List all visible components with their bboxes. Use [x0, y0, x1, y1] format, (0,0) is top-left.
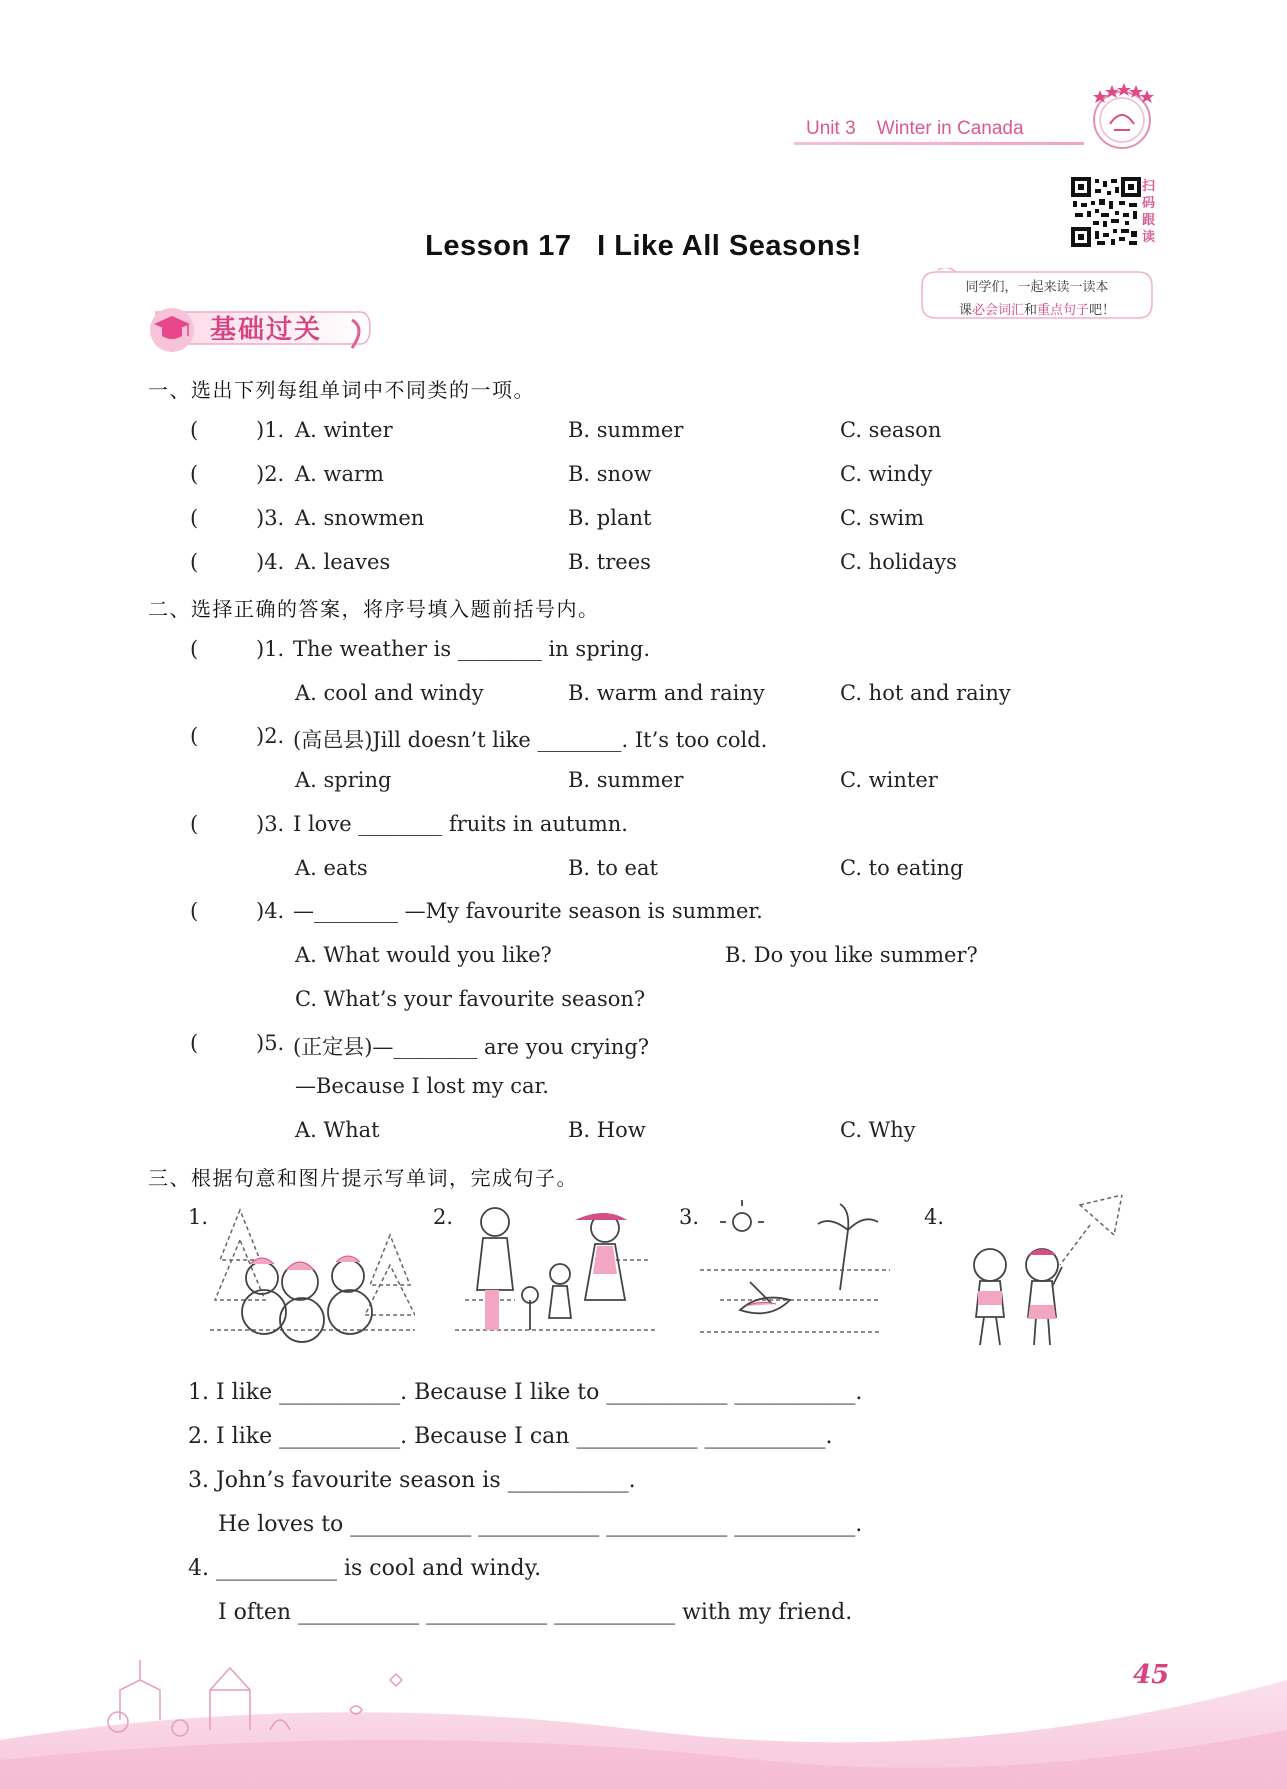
fill-sentence[interactable]: I often ___________ ___________ ___________ with my friend. [218, 1600, 853, 1625]
part2-heading: 二、选择正确的答案，将序号填入题前括号内。 [148, 597, 600, 621]
option-a: A. spring [295, 768, 392, 792]
bubble-text-part: 吧！ [1089, 303, 1116, 318]
option-b: B. warm and rainy [568, 681, 765, 705]
option-c: C. winter [840, 768, 938, 792]
bubble-text [926, 276, 1148, 322]
option-c: C. Why [840, 1118, 916, 1142]
picture-label: 3. [679, 1205, 700, 1229]
spring-planting-picture-icon [455, 1200, 655, 1345]
option-b: B. How [568, 1118, 646, 1142]
unit-label: Unit 3 [806, 118, 856, 139]
question-text-reply: —Because I lost my car. [295, 1074, 549, 1098]
part1-heading: 一、选出下列每组单词中不同类的一项。 [148, 378, 535, 402]
footer-castle-decoration-icon [0, 1620, 1287, 1789]
option-c: C. windy [840, 462, 933, 486]
option-b: B. summer [568, 418, 684, 442]
header-divider [794, 142, 1084, 145]
answer-paren[interactable]: ( [190, 724, 199, 748]
answer-paren[interactable]: ( [190, 812, 199, 836]
publisher-badge-icon [1086, 80, 1158, 152]
question-text: I love ________ fruits in autumn. [293, 812, 628, 836]
option-c: C. hot and rainy [840, 681, 1011, 705]
unit-title: Winter in Canada [876, 118, 1024, 139]
option-c: C. What’s your favourite season? [295, 987, 646, 1011]
answer-paren[interactable]: ( [190, 462, 199, 486]
page-number: 45 [1133, 1660, 1170, 1690]
question-number: )4. [256, 550, 285, 574]
option-b: B. snow [568, 462, 652, 486]
unit-header [806, 118, 1024, 140]
question-number: )5. [256, 1031, 285, 1055]
summer-beach-picture-icon [700, 1200, 890, 1345]
option-a: A. leaves [295, 550, 391, 574]
fill-sentence[interactable]: 2. I like ___________. Because I can ___________ ___________. [188, 1424, 833, 1449]
bubble-highlight-sentences: 重点句子 [1037, 303, 1090, 318]
bubble-highlight-vocab: 必会词汇 [971, 303, 1024, 318]
option-c: C. to eating [840, 856, 964, 880]
picture-label: 1. [188, 1205, 209, 1229]
bubble-text-part: 课 [958, 303, 972, 318]
question-number: )2. [256, 724, 285, 748]
answer-paren[interactable]: ( [190, 1031, 199, 1055]
fill-sentence[interactable]: 3. John’s favourite season is ___________. [188, 1468, 636, 1493]
option-a: A. eats [295, 856, 368, 880]
question-text: —________ —My favourite season is summer. [293, 899, 763, 923]
question-number: )2. [256, 462, 285, 486]
option-c: C. season [840, 418, 942, 442]
picture-label: 2. [433, 1205, 454, 1229]
question-number: )4. [256, 899, 285, 923]
picture-label: 4. [924, 1205, 945, 1229]
option-b: B. Do you like summer? [725, 943, 978, 967]
autumn-kite-picture-icon [950, 1195, 1130, 1350]
question-text: The weather is ________ in spring. [293, 637, 651, 661]
option-b: B. summer [568, 768, 684, 792]
scan-to-read-label: 扫码跟读 [1142, 179, 1156, 245]
fill-sentence[interactable]: 1. I like ___________. Because I like to ___________ ___________. [188, 1380, 863, 1405]
bubble-text-part: 和 [1023, 303, 1037, 318]
option-c: C. holidays [840, 550, 957, 574]
question-number: )1. [256, 637, 285, 661]
lesson-title: Lesson 17 I Like All Seasons! [425, 230, 862, 262]
answer-paren[interactable]: ( [190, 418, 199, 442]
part3-heading: 三、根据句意和图片提示写单词，完成句子。 [148, 1166, 578, 1190]
option-a: A. What [295, 1118, 380, 1142]
option-a: A. What would you like? [295, 943, 552, 967]
winter-snowmen-picture-icon [210, 1200, 415, 1345]
fill-sentence[interactable]: 4. ___________ is cool and windy. [188, 1556, 542, 1581]
answer-paren[interactable]: ( [190, 550, 199, 574]
option-b: B. trees [568, 550, 651, 574]
answer-paren[interactable]: ( [190, 637, 199, 661]
option-b: B. plant [568, 506, 652, 530]
option-b: B. to eat [568, 856, 658, 880]
bubble-line-2 [926, 299, 1148, 322]
bubble-line-1: 同学们，一起来读一读本 [965, 280, 1109, 295]
section-banner-title: 基础过关 [210, 315, 323, 345]
fill-sentence[interactable]: He loves to ___________ ___________ ___________ ___________. [218, 1512, 863, 1537]
option-c: C. swim [840, 506, 925, 530]
answer-paren[interactable]: ( [190, 506, 199, 530]
question-number: )3. [256, 812, 285, 836]
answer-paren[interactable]: ( [190, 899, 199, 923]
option-a: A. warm [295, 462, 384, 486]
question-text: (正定县)—________ are you crying? [293, 1035, 650, 1059]
option-a: A. winter [295, 418, 393, 442]
question-text: (高邑县)Jill doesn’t like ________. It’s too cold. [293, 728, 768, 752]
option-a: A. snowmen [295, 506, 425, 530]
option-a: A. cool and windy [295, 681, 484, 705]
question-number: )3. [256, 506, 285, 530]
question-number: )1. [256, 418, 285, 442]
